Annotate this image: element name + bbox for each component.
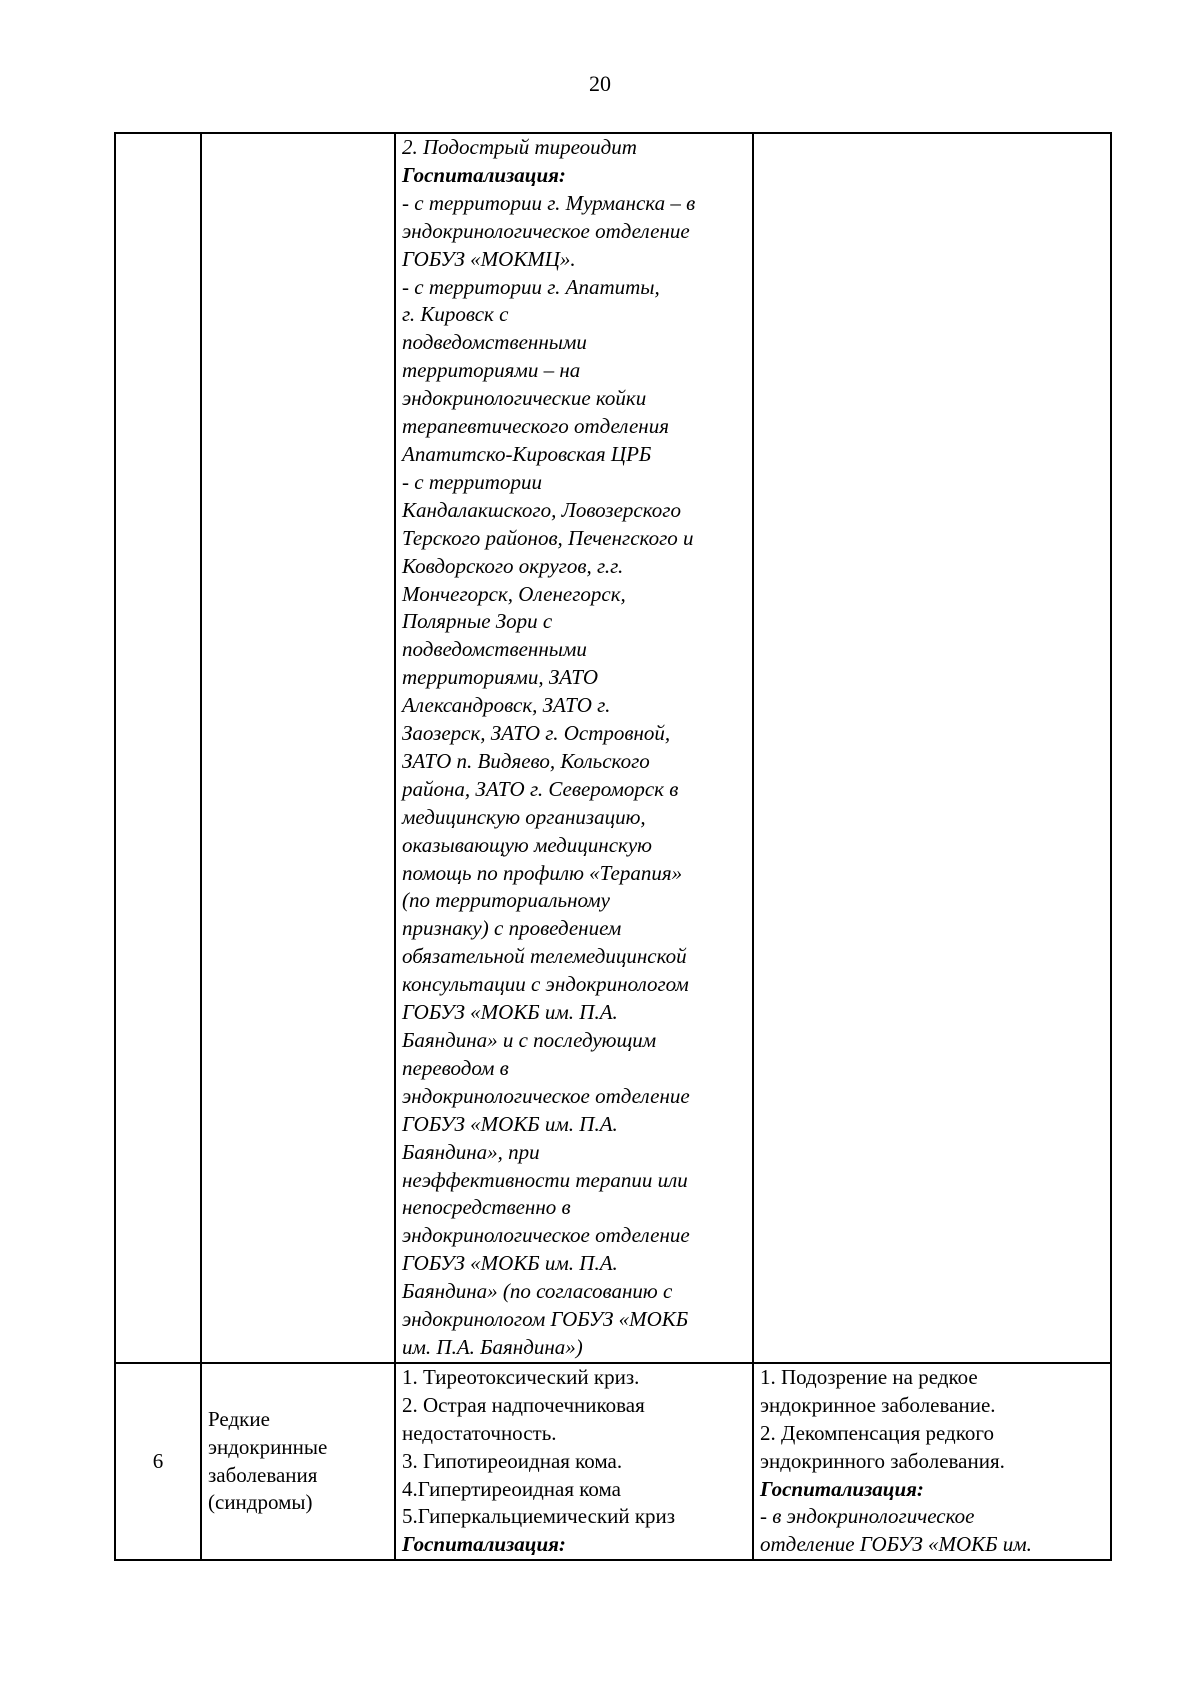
cell-text-line: 1. Подозрение на редкое xyxy=(760,1364,978,1389)
cell-text-line: Заозерск, ЗАТО г. Островной, xyxy=(402,721,671,746)
table-row xyxy=(115,1363,1111,1560)
disease-name-cell xyxy=(201,133,395,1363)
cell-text-line: Кандалакшского, Ловозерского xyxy=(402,497,681,522)
disease-name-cell xyxy=(201,1363,395,1560)
cell-text-line: недостаточность. xyxy=(402,1420,557,1445)
cell-text-line: ГОБУЗ «МОКБ им. П.А. xyxy=(402,1000,618,1025)
cell-text-line: неэффективности терапии или xyxy=(402,1167,688,1192)
cell-text-line: ГОБУЗ «МОКБ им. П.А. xyxy=(402,1111,618,1136)
cell-text-line: территориями, ЗАТО xyxy=(402,665,599,690)
cell-text-line: помощь по профилю «Терапия» xyxy=(402,860,683,885)
cell-text-line: эндокринные xyxy=(208,1434,328,1459)
cell-text-line: эндокринологическое отделение xyxy=(402,1223,690,1248)
cell-text-line: эндокринного заболевания. xyxy=(760,1448,1005,1473)
cell-text-line: - в эндокринологическое xyxy=(760,1504,975,1529)
cell-text-line: Терского районов, Печенгского и xyxy=(402,525,694,550)
cell-text-line: терапевтического отделения xyxy=(402,414,669,439)
cell-text-line: г. Кировск с xyxy=(402,302,509,327)
cell-text-line: Апатитско-Кировская ЦРБ xyxy=(402,441,652,466)
cell-text-line: Баяндина» (по согласованию с xyxy=(402,1279,673,1304)
criteria-cell xyxy=(753,1363,1111,1560)
indications-cell xyxy=(395,1363,753,1560)
cell-text-line: 1. Тиреотоксический криз. xyxy=(402,1364,640,1389)
cell-text-line: 2. Декомпенсация редкого xyxy=(760,1420,994,1445)
indications-cell xyxy=(395,133,753,1363)
cell-text-line: Редкие xyxy=(208,1406,270,1431)
cell-text-line: Ковдорского округов, г.г. xyxy=(402,553,624,578)
cell-text-line: эндокринологическое отделение xyxy=(402,218,690,243)
cell-text-line: Баяндина», при xyxy=(402,1139,540,1164)
cell-text-line: оказывающую медицинскую xyxy=(402,832,652,857)
cell-text-line: Госпитализация: xyxy=(402,162,566,187)
cell-text-line: 3. Гипотиреоидная кома. xyxy=(402,1448,623,1473)
cell-text-line: Госпитализация: xyxy=(760,1476,924,1501)
cell-text-line: подведомственными xyxy=(402,330,587,355)
cell-text-line: - с территории xyxy=(402,469,542,494)
cell-text-line: ЗАТО п. Видяево, Кольского xyxy=(402,748,650,773)
cell-text-line: Полярные Зори с xyxy=(402,609,553,634)
cell-text-line: 4.Гипертиреоидная кома xyxy=(402,1476,621,1501)
cell-text-line: медицинскую организацию, xyxy=(402,804,646,829)
cell-text-line: заболевания xyxy=(208,1462,318,1487)
cell-text-line: - с территории г. Апатиты, xyxy=(402,274,660,299)
cell-text-line: Госпитализация: xyxy=(402,1532,566,1557)
cell-text-line: 2. Острая надпочечниковая xyxy=(402,1392,645,1417)
cell-text-line: (синдромы) xyxy=(208,1490,313,1515)
cell-text-line: 5.Гиперкальциемический криз xyxy=(402,1504,676,1529)
cell-text-line: признаку) с проведением xyxy=(402,916,622,941)
cell-text-line: эндокринное заболевание. xyxy=(760,1392,996,1417)
cell-text-line: 2. Подострый тиреоидит xyxy=(402,135,637,159)
cell-text-line: Мончегорск, Оленегорск, xyxy=(402,581,626,606)
cell-text-line: консультации с эндокринологом xyxy=(402,972,689,997)
cell-text-line: им. П.А. Баяндина») xyxy=(402,1334,583,1359)
cell-text-line: района, ЗАТО г. Североморск в xyxy=(402,776,679,801)
cell-text-line: подведомственными xyxy=(402,637,587,662)
cell-text-line: ГОБУЗ «МОКМЦ». xyxy=(402,246,576,271)
cell-text-line: непосредственно в xyxy=(402,1195,571,1220)
document-table xyxy=(114,132,1112,1561)
criteria-cell xyxy=(753,133,1111,1363)
cell-text-line: ГОБУЗ «МОКБ им. П.А. xyxy=(402,1251,618,1276)
cell-text-line: - с территории г. Мурманска – в xyxy=(402,190,696,215)
cell-text-line: территориями – на xyxy=(402,358,581,383)
cell-text-line: (по территориальному xyxy=(402,888,610,913)
cell-text-line: Александровск, ЗАТО г. xyxy=(402,693,611,718)
cell-text-line: переводом в xyxy=(402,1055,509,1080)
cell-text-line: Баяндина» и с последующим xyxy=(402,1028,657,1052)
cell-text-line: обязательной телемедицинской xyxy=(402,944,687,969)
table-row xyxy=(115,133,1111,1363)
cell-text-line: отделение ГОБУЗ «МОКБ им. xyxy=(760,1532,1032,1557)
row-number-cell xyxy=(115,133,201,1363)
cell-text-line: эндокринологом ГОБУЗ «МОКБ xyxy=(402,1307,689,1332)
cell-text-line: эндокринологическое отделение xyxy=(402,1083,690,1108)
row-number-cell: 6 xyxy=(115,1363,201,1560)
page-number: 20 xyxy=(589,71,611,96)
cell-text-line: эндокринологические койки xyxy=(402,386,647,411)
